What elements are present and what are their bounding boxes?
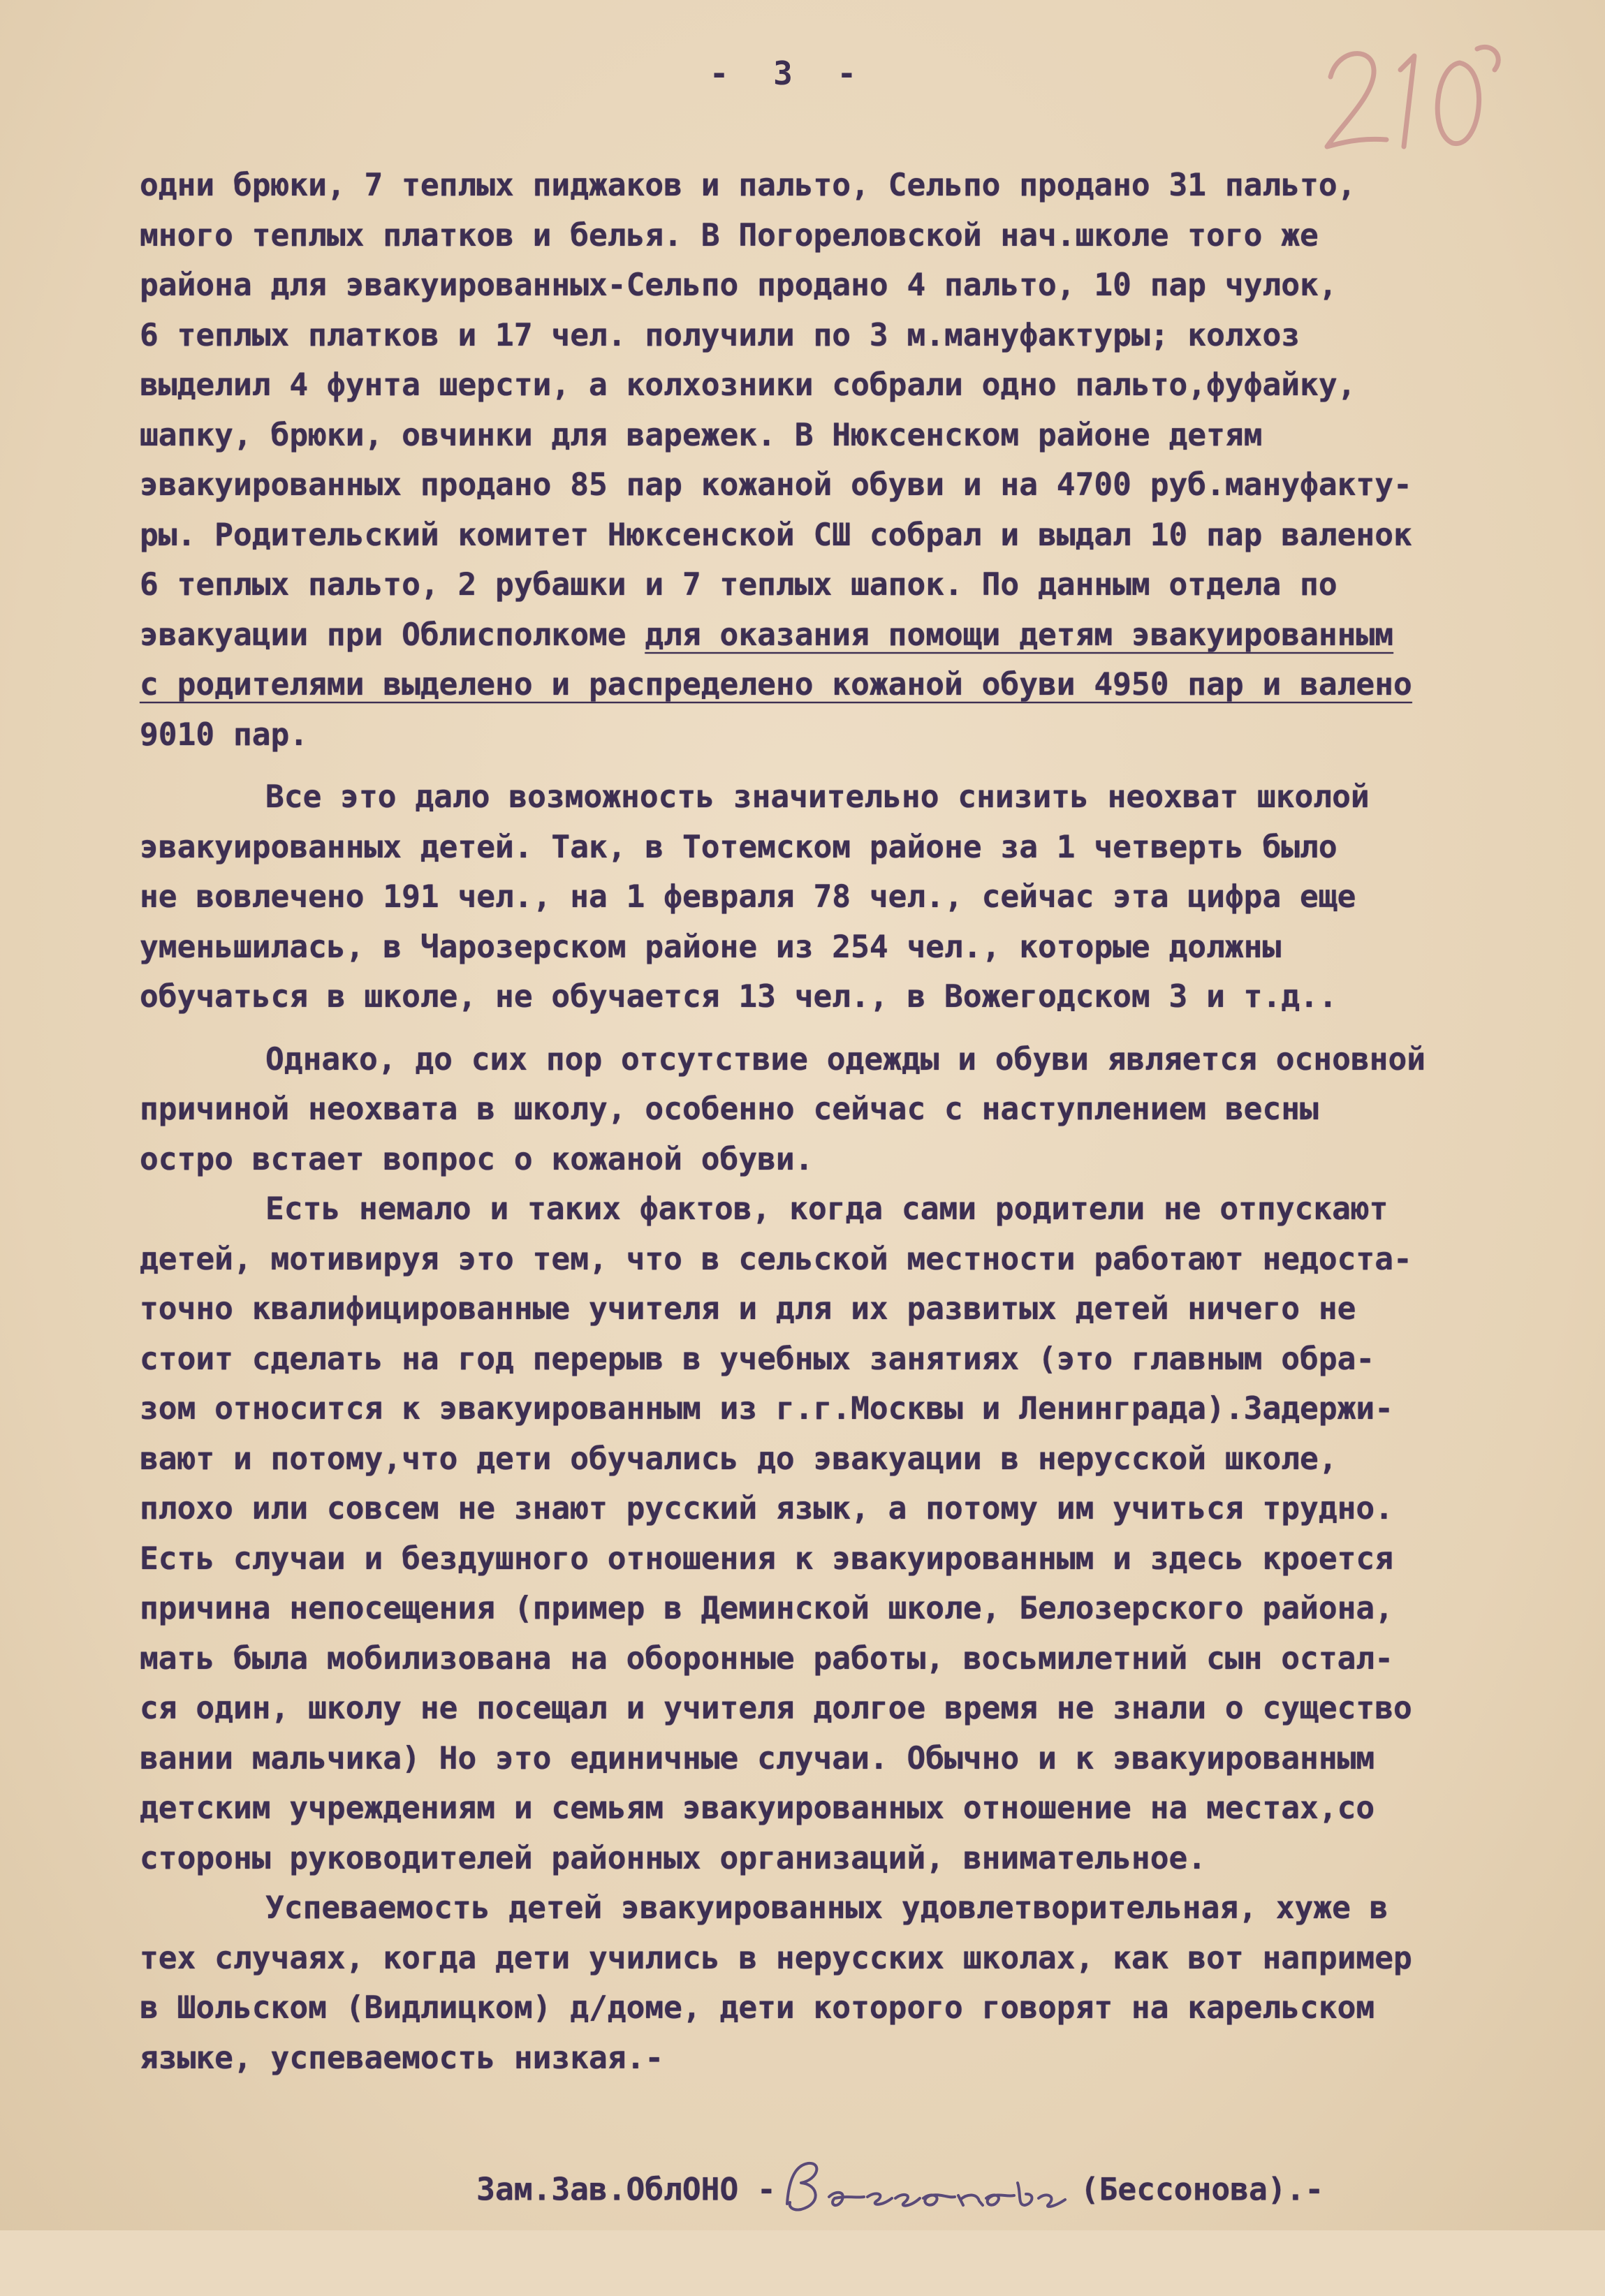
text-line: вают и потому,что дети обучались до эвакуации в нерусской школе, <box>140 1441 1338 1477</box>
text-line: эвакуированных детей. Так, в Тотемском районе за 1 четверть было <box>140 829 1338 865</box>
text-line: района для эвакуированных-Сельпо продано 4 пальто, 10 пар чулок, <box>140 267 1338 303</box>
text-line: 9010 пар. <box>140 716 309 753</box>
text-line-underlined: эвакуации при Облисполкоме для оказания помощи детям эвакуированным <box>140 617 1394 653</box>
text-line: мать была мобилизована на оборонные работы, восьмилетний сын остал- <box>140 1640 1394 1677</box>
text-line: уменьшилась, в Чарозерском районе из 254 чел., которые должны <box>140 929 1282 965</box>
text-line: ся один, школу не посещал и учителя долгое время не знали о существо <box>140 1691 1412 1726</box>
handwritten-signature <box>780 2155 1073 2225</box>
paragraph <box>140 161 1599 760</box>
text-line-underlined: с родителями выделено и распределено кожаной обуви 4950 пар и валено <box>140 667 1412 702</box>
signature-block <box>402 2119 1449 2296</box>
text-line: эвакуированных продано 85 пар кожаной обуви и на 4700 руб.мануфакту- <box>140 467 1412 503</box>
text-line: не вовлечено 191 чел., на 1 февраля 78 чел., сейчас эта цифра еще <box>140 879 1356 915</box>
paragraph <box>140 1035 1599 1185</box>
archive-number-handwritten <box>1317 28 1526 161</box>
paragraph <box>140 772 1599 1022</box>
text-line: Однако, до сих пор отсутствие одежды и обуви является основной <box>265 1041 1426 1077</box>
text-line: в Шольском (Видлицком) д/доме, дети которого говорят на карельском <box>140 1990 1375 2026</box>
text-line: детским учреждениям и семьям эвакуированных отношение на местах,со <box>140 1790 1375 1826</box>
text-line: Успеваемость детей эвакуированных удовлетворительная, хуже в <box>265 1890 1388 1926</box>
paragraph <box>140 1883 1599 2083</box>
text-line: вании мальчика) Но это единичные случаи. Обычно и к эвакуированным <box>140 1740 1375 1776</box>
text-line: ры. Родительский комитет Нюксенской СШ собрал и выдал 10 пар валенок <box>140 517 1412 553</box>
body-text <box>140 161 1599 2083</box>
text-line: Все это дало возможность значительно снизить неохват школой <box>265 779 1370 815</box>
text-line: 6 теплых платков и 17 чел. получили по 3 м.мануфактуры; колхоз <box>140 317 1300 353</box>
signature-name: (Бессонова).- <box>1080 2172 1324 2208</box>
text-line: остро встает вопрос о кожаной обуви. <box>140 1141 814 1177</box>
text-line: обучаться в школе, не обучается 13 чел., в Вожегодском 3 и т.д.. <box>140 979 1338 1015</box>
text-line: стоит сделать на год перерыв в учебных занятиях (это главным обра- <box>140 1341 1375 1377</box>
text-line: 6 теплых пальто, 2 рубашки и 7 теплых шапок. По данным отдела по <box>140 567 1338 603</box>
text-line: языке, успеваемость низкая.- <box>140 2040 664 2076</box>
text-line: точно квалифицированные учителя и для их развитых детей ничего не <box>140 1291 1356 1327</box>
page-number: - 3 - <box>709 54 870 92</box>
paragraph <box>140 1184 1599 1883</box>
text-line: Есть немало и таких фактов, когда сами родители не отпускают <box>265 1191 1388 1227</box>
text-line: одни брюки, 7 теплых пиджаков и пальто, Сельпо продано 31 пальто, <box>140 168 1356 203</box>
text-line: детей, мотивируя это тем, что в сельской местности работают недоста- <box>140 1241 1412 1277</box>
signature-title: Зам.Зав.ОблОНО - <box>476 2172 776 2208</box>
text-line: стороны руководителей районных организаций, внимательное. <box>140 1840 1207 1876</box>
text-line: причиной неохвата в школу, особенно сейчас с наступлением весны <box>140 1091 1319 1127</box>
text-line: зом относится к эвакуированным из г.г.Москвы и Ленинграда).Задержи- <box>140 1391 1394 1427</box>
text-line: плохо или совсем не знают русский язык, а потому им учиться трудно. <box>140 1491 1394 1526</box>
text-line: тех случаях, когда дети учились в нерусских школах, как вот например <box>140 1940 1412 1976</box>
text-line: шапку, брюки, овчинки для варежек. В Нюксенском районе детям <box>140 417 1263 453</box>
text-line: причина непосещения (пример в Деминской школе, Белозерского района, <box>140 1591 1394 1626</box>
text-line: много теплых платков и белья. В Погореловской нач.школе того же <box>140 217 1319 253</box>
text-line: выделил 4 фунта шерсти, а колхозники собрали одно пальто,фуфайку, <box>140 367 1356 403</box>
text-line: Есть случаи и бездушного отношения к эвакуированным и здесь кроется <box>140 1540 1394 1577</box>
